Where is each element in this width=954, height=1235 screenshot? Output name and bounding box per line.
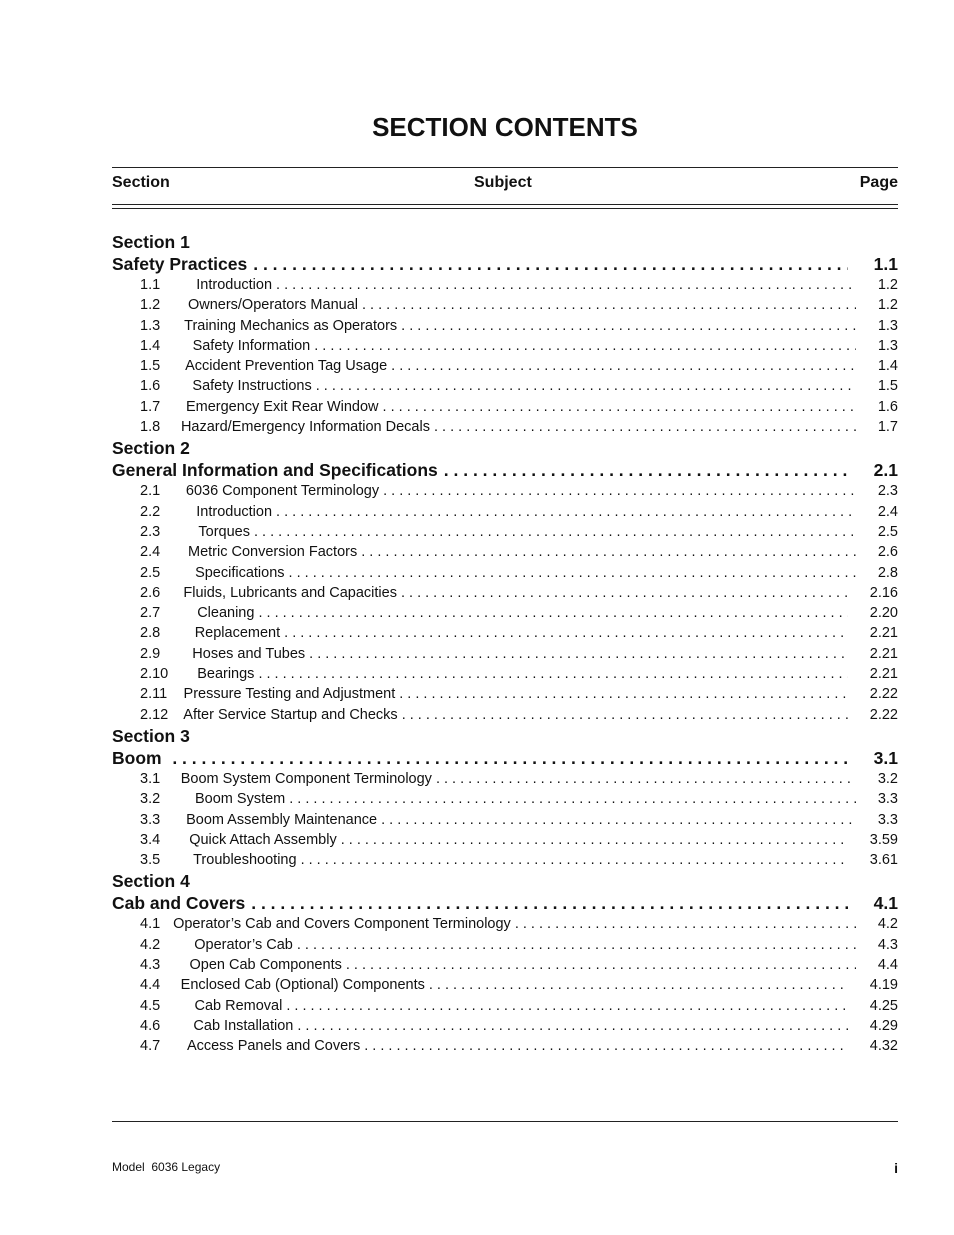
dot-leader	[434, 417, 856, 437]
entry-subject: Safety Information	[192, 337, 311, 354]
section-page-number: 3.1	[873, 747, 898, 768]
section-title: Cab and Covers	[112, 893, 246, 914]
entry-page-number: 4.29	[869, 1017, 898, 1034]
toc-entry[interactable]	[112, 356, 898, 376]
toc-entry[interactable]	[112, 975, 898, 995]
dot-leader	[316, 376, 856, 396]
entry-number: 1.7	[140, 398, 161, 415]
dot-leader	[297, 1016, 847, 1036]
toc-entry[interactable]	[112, 295, 898, 315]
column-header-page: Page	[859, 174, 898, 191]
toc-entry[interactable]	[112, 789, 898, 809]
dot-leader	[286, 996, 847, 1016]
dot-leader	[289, 789, 856, 809]
entry-subject: Boom System Component Terminology	[180, 770, 432, 787]
dot-leader	[276, 275, 856, 295]
section-title: Safety Practices	[112, 254, 248, 274]
toc-entry[interactable]	[112, 1016, 898, 1036]
entry-page-number: 1.4	[877, 358, 898, 375]
dot-leader	[362, 295, 856, 315]
toc-entry[interactable]	[112, 603, 898, 623]
entry-number: 2.9	[140, 645, 161, 662]
toc-entry[interactable]	[112, 522, 898, 542]
entry-number: 4.3	[140, 957, 161, 974]
entry-page-number: 2.5	[877, 523, 898, 540]
entry-page-number: 2.6	[877, 544, 898, 561]
entry-number: 2.10	[140, 666, 169, 683]
entry-number: 3.2	[140, 791, 161, 808]
dot-leader	[361, 542, 856, 562]
toc-entry[interactable]	[112, 769, 898, 789]
entry-subject: Cab Removal	[194, 997, 283, 1014]
dot-leader	[515, 914, 856, 934]
entry-number: 4.6	[140, 1017, 161, 1034]
toc-entry[interactable]	[112, 502, 898, 522]
dot-leader	[383, 397, 856, 417]
entry-page-number: 4.25	[869, 997, 898, 1014]
section-label: Section 2	[112, 438, 190, 459]
entry-page-number: 2.20	[869, 605, 898, 622]
section-title: Boom	[112, 747, 162, 768]
dot-leader	[399, 684, 848, 704]
dot-leader	[383, 481, 856, 501]
entry-subject: Introduction	[196, 277, 273, 293]
entry-number: 1.3	[140, 317, 161, 334]
dot-leader	[364, 1036, 848, 1056]
toc-entry[interactable]	[112, 830, 898, 850]
dot-leader	[346, 955, 856, 975]
entry-number: 4.1	[140, 916, 161, 933]
column-header-subject: Subject	[474, 174, 532, 191]
entry-subject: Troubleshooting	[193, 852, 297, 869]
dot-leader	[402, 705, 848, 725]
entry-page-number: 1.2	[877, 277, 898, 293]
dot-leader	[436, 769, 856, 789]
toc-entry[interactable]	[112, 850, 898, 870]
entry-page-number: 2.8	[877, 564, 898, 581]
section-title-row[interactable]	[112, 253, 898, 275]
entry-page-number: 1.2	[877, 297, 898, 314]
entry-number: 2.2	[140, 503, 161, 520]
toc-entry[interactable]	[112, 542, 898, 562]
toc-entry[interactable]	[112, 684, 898, 704]
entry-number: 3.1	[140, 770, 161, 787]
entry-subject: Open Cab Components	[189, 957, 342, 974]
entry-page-number: 3.3	[877, 791, 898, 808]
toc-entry[interactable]	[112, 336, 898, 356]
dot-leader	[444, 459, 848, 481]
section-page-number: 1.1	[873, 254, 898, 274]
entry-page-number: 2.21	[869, 666, 898, 683]
entry-subject: Pressure Testing and Adjustment	[183, 686, 396, 703]
entry-number: 2.3	[140, 523, 161, 540]
header-divider-lower	[112, 208, 898, 209]
entry-page-number: 4.4	[877, 957, 898, 974]
entry-number: 1.8	[140, 419, 161, 436]
entry-page-number: 4.32	[869, 1038, 898, 1055]
entry-subject: Hoses and Tubes	[192, 645, 306, 662]
entry-page-number: 3.61	[869, 852, 898, 869]
entry-number: 4.7	[140, 1038, 161, 1055]
footer-divider	[112, 1121, 898, 1122]
dot-leader	[297, 935, 856, 955]
entry-number: 3.3	[140, 811, 161, 828]
dot-leader	[289, 563, 856, 583]
entry-subject: Accident Prevention Tag Usage	[185, 358, 388, 375]
dot-leader	[309, 644, 848, 664]
dot-leader	[401, 316, 856, 336]
entry-subject: Owners/Operators Manual	[187, 297, 358, 314]
toc-entry[interactable]	[112, 935, 898, 955]
entry-page-number: 4.3	[877, 936, 898, 953]
entry-page-number: 4.2	[877, 916, 898, 933]
section-title-row[interactable]	[112, 747, 898, 769]
entry-subject: Replacement	[194, 625, 281, 642]
dot-leader	[254, 522, 855, 542]
entry-subject: Safety Instructions	[192, 378, 312, 395]
dot-leader	[301, 850, 848, 870]
entry-subject: Cleaning	[197, 605, 255, 622]
dot-leader	[381, 810, 856, 830]
dot-leader	[258, 603, 847, 623]
top-divider	[112, 167, 898, 168]
entry-page-number: 2.21	[869, 625, 898, 642]
entry-number: 3.4	[140, 831, 161, 848]
entry-number: 2.11	[140, 686, 168, 703]
toc-entry[interactable]	[112, 583, 898, 603]
toc-entry[interactable]	[112, 417, 898, 437]
entry-page-number: 3.59	[869, 831, 898, 848]
section-page-number: 4.1	[873, 893, 898, 914]
toc-entry[interactable]	[112, 563, 898, 583]
section-title-row[interactable]	[112, 892, 898, 914]
entry-subject: Metric Conversion Factors	[188, 544, 358, 561]
entry-subject: Specifications	[195, 564, 285, 581]
toc-entry[interactable]	[112, 955, 898, 975]
dot-leader	[314, 336, 856, 356]
dot-leader	[391, 356, 856, 376]
toc-entry[interactable]	[112, 810, 898, 830]
entry-page-number: 4.19	[869, 977, 898, 994]
entry-page-number: 3.2	[877, 770, 898, 787]
entry-subject: Fluids, Lubricants and Capacities	[183, 584, 397, 601]
header-divider-upper	[112, 204, 898, 205]
section-label: Section 3	[112, 725, 190, 746]
toc-entry[interactable]	[112, 644, 898, 664]
entry-subject: 6036 Component Terminology	[185, 483, 380, 500]
entry-number: 2.4	[140, 544, 161, 561]
dot-leader	[284, 623, 848, 643]
entry-page-number: 2.22	[869, 686, 898, 703]
entry-number: 1.2	[140, 297, 161, 314]
entry-number: 2.1	[140, 483, 161, 500]
entry-number: 1.1	[140, 277, 161, 293]
dot-leader	[253, 253, 847, 275]
dot-leader	[251, 892, 847, 914]
table-of-contents	[112, 231, 898, 1057]
entry-number: 2.8	[140, 625, 161, 642]
dot-leader	[276, 502, 856, 522]
entry-number: 2.12	[140, 706, 169, 723]
entry-page-number: 1.3	[877, 317, 898, 334]
entry-subject: Training Mechanics as Operators	[184, 317, 398, 334]
entry-page-number: 2.16	[869, 584, 898, 601]
entry-subject: Cab Installation	[193, 1017, 294, 1034]
entry-subject: Introduction	[196, 503, 273, 520]
section-label: Section 1	[112, 232, 190, 252]
dot-leader	[429, 975, 848, 995]
dot-leader	[258, 664, 847, 684]
entry-number: 3.5	[140, 852, 161, 869]
entry-number: 2.5	[140, 564, 161, 581]
entry-page-number: 1.3	[877, 337, 898, 354]
toc-entry[interactable]	[112, 316, 898, 336]
entry-page-number: 3.3	[877, 811, 898, 828]
entry-page-number: 1.6	[877, 398, 898, 415]
entry-subject: Boom Assembly Maintenance	[186, 811, 378, 828]
dot-leader	[172, 747, 847, 769]
toc-entry[interactable]	[112, 397, 898, 417]
entry-subject: Boom System	[194, 791, 286, 808]
toc-entry[interactable]	[112, 623, 898, 643]
entry-number: 1.4	[140, 337, 161, 354]
dot-leader	[341, 830, 848, 850]
toc-entry[interactable]	[112, 481, 898, 501]
entry-page-number: 2.22	[869, 706, 898, 723]
dot-leader	[401, 583, 848, 603]
toc-entry[interactable]	[112, 1036, 898, 1056]
toc-entry[interactable]	[112, 705, 898, 725]
entry-subject: Quick Attach Assembly	[189, 831, 337, 848]
entry-subject: Torques	[198, 523, 250, 540]
entry-number: 1.5	[140, 358, 161, 375]
toc-entry[interactable]	[112, 376, 898, 396]
entry-subject: Hazard/Emergency Information Decals	[180, 419, 430, 436]
entry-page-number: 2.21	[869, 645, 898, 662]
entry-number: 4.2	[140, 936, 161, 953]
entry-number: 2.7	[140, 605, 161, 622]
entry-number: 1.6	[140, 378, 161, 395]
entry-subject: Operator’s Cab	[194, 936, 293, 953]
entry-subject: Emergency Exit Rear Window	[185, 398, 379, 415]
footer-page-number: i	[894, 1160, 898, 1176]
section-title-row[interactable]	[112, 459, 898, 481]
section-title: General Information and Specifications	[112, 460, 438, 481]
entry-number: 4.4	[140, 977, 161, 994]
entry-subject: After Service Startup and Checks	[183, 706, 398, 723]
entry-subject: Bearings	[197, 666, 255, 683]
entry-subject: Operator’s Cab and Covers Component Terminology	[173, 916, 511, 933]
entry-page-number: 1.7	[877, 419, 898, 436]
entry-subject: Enclosed Cab (Optional) Components	[180, 977, 425, 994]
entry-number: 2.6	[140, 584, 161, 601]
entry-subject: Access Panels and Covers	[186, 1038, 361, 1055]
entry-number: 4.5	[140, 997, 161, 1014]
toc-entry[interactable]	[112, 996, 898, 1016]
footer-model-name: Model 6036 Legacy	[112, 1160, 221, 1174]
toc-entry[interactable]	[112, 275, 898, 295]
page-title: SECTION CONTENTS	[372, 112, 638, 142]
entry-page-number: 2.3	[877, 483, 898, 500]
section-label: Section 4	[112, 871, 190, 892]
toc-entry[interactable]	[112, 664, 898, 684]
entry-page-number: 1.5	[877, 378, 898, 395]
section-page-number: 2.1	[873, 460, 898, 481]
toc-entry[interactable]	[112, 914, 898, 934]
column-header-section: Section	[112, 174, 170, 191]
entry-page-number: 2.4	[877, 503, 898, 520]
